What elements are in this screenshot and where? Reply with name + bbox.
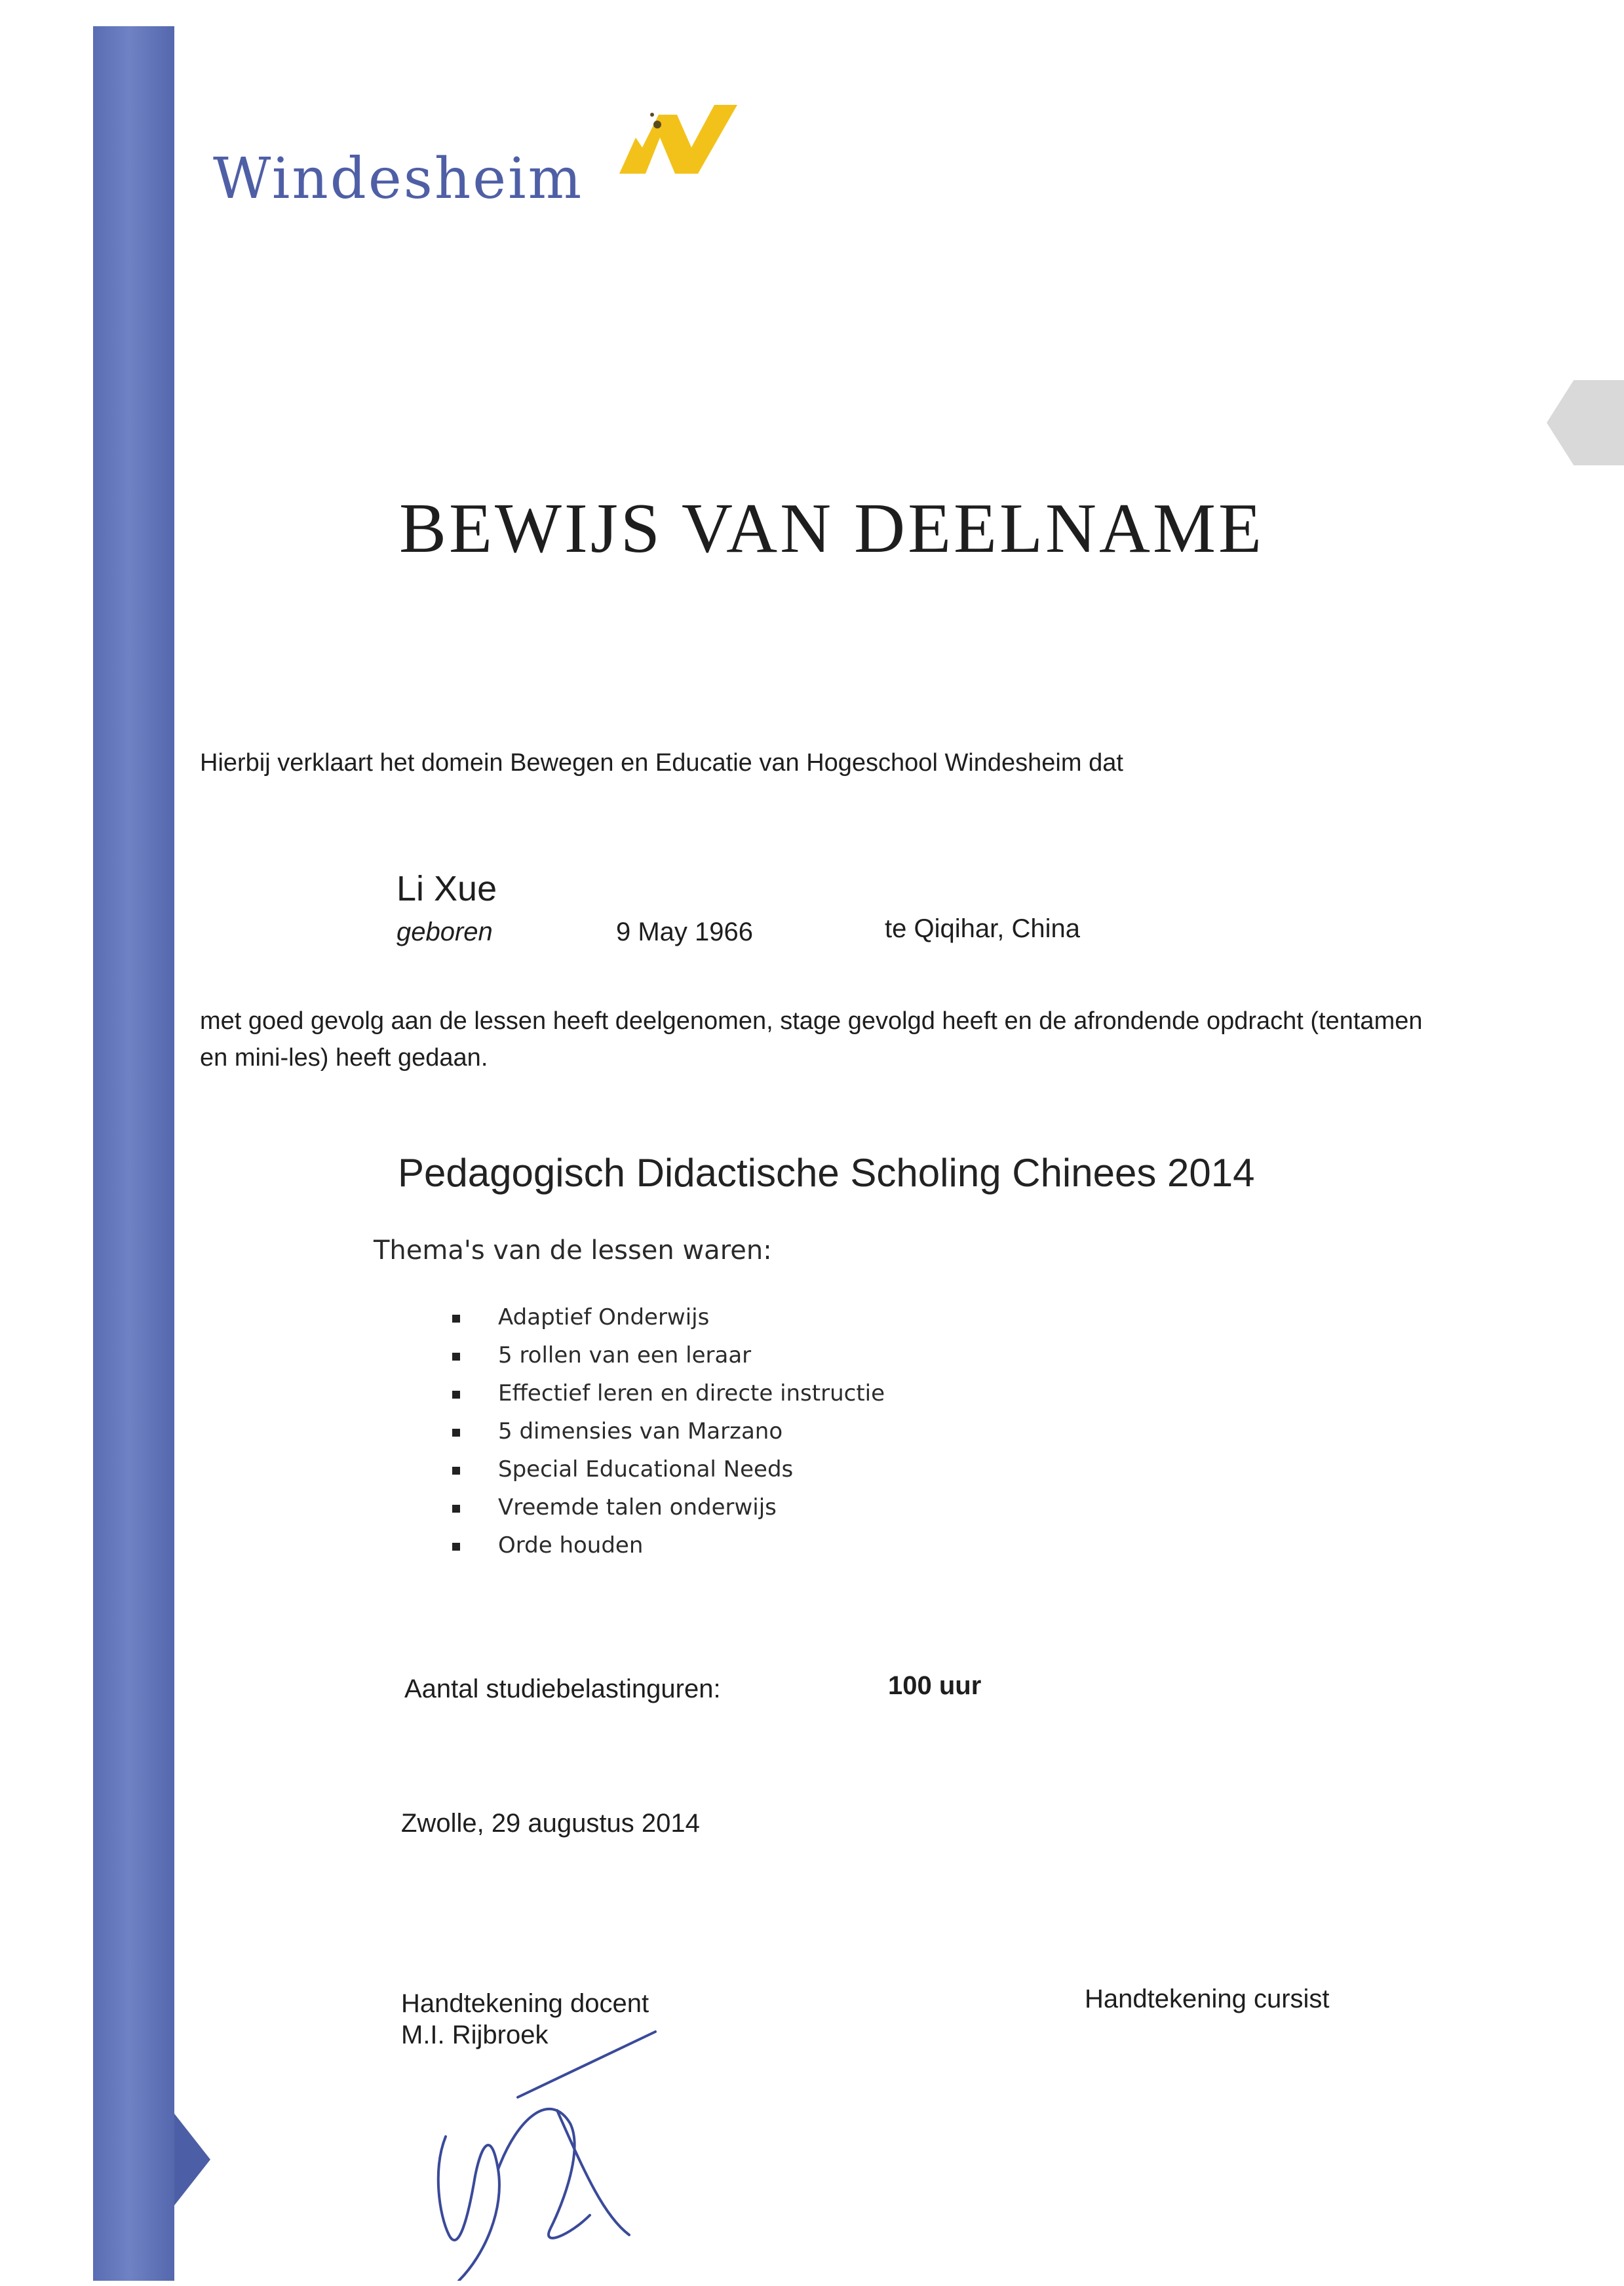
docent-name: M.I. Rijbroek	[401, 2021, 549, 2049]
themes-heading: Thema's van de lessen waren:	[374, 1235, 772, 1266]
study-hours-label: Aantal studiebelastinguren:	[404, 1675, 721, 1703]
docent-signature-label: Handtekening docent	[401, 1989, 649, 2018]
theme-item: Effectief leren en directe instructie	[452, 1380, 885, 1418]
theme-item: 5 dimensies van Marzano	[452, 1418, 885, 1456]
page-edge-tab	[1547, 380, 1624, 465]
born-label: geboren	[396, 918, 493, 946]
intro-statement: Hierbij verklaart het domein Bewegen en Educatie van Hogeschool Windesheim dat	[200, 749, 1123, 777]
cursist-signature-label: Handtekening cursist	[1085, 1985, 1330, 2013]
decorative-sidebar-band	[93, 26, 174, 2281]
theme-item: Adaptief Onderwijs	[452, 1304, 885, 1342]
course-title: Pedagogisch Didactische Scholing Chinees 2014	[398, 1151, 1255, 1195]
born-date: 9 May 1966	[616, 918, 754, 946]
theme-item: Orde houden	[452, 1532, 885, 1570]
theme-item: Special Educational Needs	[452, 1456, 885, 1494]
theme-item: Vreemde talen onderwijs	[452, 1494, 885, 1532]
completion-statement: met goed gevolg aan de lessen heeft deelgenomen, stage gevolgd heeft en de afrondende opdracht (tentamen en mini-les) heeft gedaan.	[200, 1007, 1423, 1072]
participant-name: Li Xue	[396, 869, 497, 908]
docent-signature-scribble	[419, 2019, 668, 2281]
place-and-date: Zwolle, 29 augustus 2014	[401, 1809, 700, 1838]
logo-w-mark-icon	[619, 75, 737, 206]
logo-wordmark: Windesheim	[213, 146, 584, 212]
sidebar-arrow-shape	[174, 2114, 210, 2205]
study-hours-value: 100 uur	[888, 1671, 982, 1700]
theme-item: 5 rollen van een leraar	[452, 1342, 885, 1380]
windesheim-logo	[213, 75, 737, 233]
certificate-title: BEWIJS VAN DEELNAME	[398, 490, 1264, 568]
themes-list	[452, 1304, 885, 1570]
born-place: te Qiqihar, China	[885, 914, 1080, 943]
